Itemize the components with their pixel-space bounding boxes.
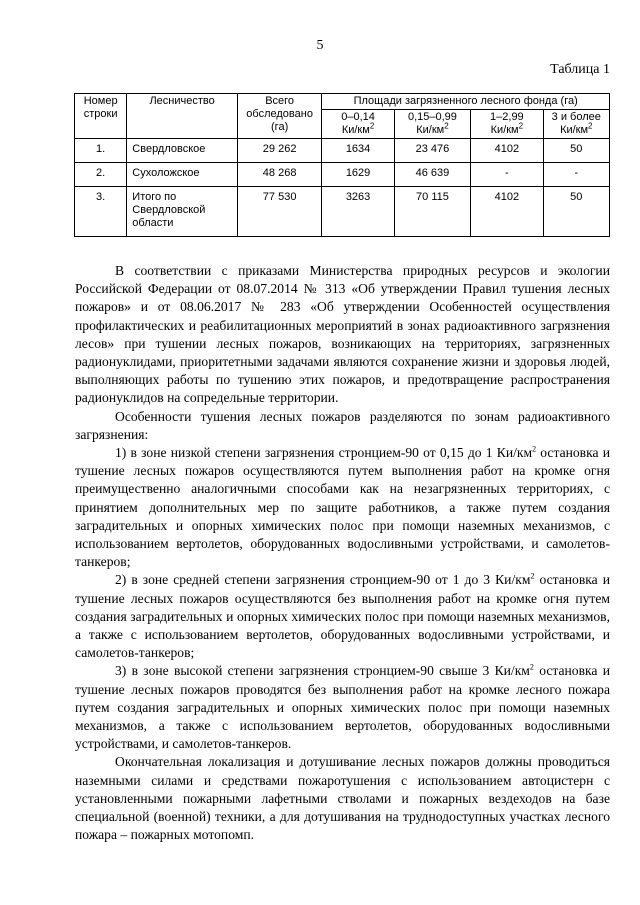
subheader-range-1: 0–0,14 $Ки/км^2$ xyxy=(322,110,394,139)
header-contaminated-areas: Площади загрязненного лесного фонда (га) xyxy=(322,94,610,110)
cell-range-1: 1634 xyxy=(322,139,394,163)
cell-forestry: Свердловское xyxy=(127,139,238,163)
paragraph-intro: В соответствии с приказами Министерства природных ресурсов и экологии Российской Федерации от 08.07.2014 № 313 «Об утверждении Правил тушения лесных пожаров» и от 08.06.2017 № 283 «Об утверждении Особенностей осуществления профилактических и реабилитационных мероприятий в зонах радиоактивного загрязнения лесов» при тушении лесных пожаров, возникающих на территориях, загрязненных радионуклидами, приоритетными задачами являются сохранение жизни и здоровья людей, выполняющих работы по тушению этих пожаров, и предотвращение распространения радионуклидов на сопредельные территории. xyxy=(75,263,610,406)
cell-row-number: 1. xyxy=(75,139,127,163)
cell-range-3: 4102 xyxy=(471,139,543,163)
cell-range-1: 1629 xyxy=(322,163,394,187)
cell-range-4: - xyxy=(543,163,609,187)
cell-range-2: 46 639 xyxy=(394,163,470,187)
table-row xyxy=(75,163,610,187)
cell-total: 29 262 xyxy=(237,139,321,163)
table-caption: Таблица 1 xyxy=(550,62,610,77)
cell-row-number: 2. xyxy=(75,163,127,187)
table-row xyxy=(75,139,610,163)
paragraph-final-localization: Окончательная локализация и дотушивание лесных пожаров должны проводиться наземными силами и средствами пожаротушения с использованием автоцистерн с установленными пожарными лафетными стволами и пожарных вездеходов на базе специальной (военной) техники, а для дотушивания на труднодоступных участках лесного пожара – пожарных мотопомп. xyxy=(75,754,610,843)
cell-forestry: Сухоложское xyxy=(127,163,238,187)
paragraph-zones: Особенности тушения лесных пожаров разделяются по зонам радиоактивного загрязнения: xyxy=(75,408,610,442)
subheader-range-2: 0,15–0,99 $Ки/км^2$ xyxy=(394,110,470,139)
header-forestry: Лесничество xyxy=(127,94,238,139)
cell-range-3: - xyxy=(471,163,543,187)
forest-contamination-table xyxy=(74,93,610,237)
subheader-range-3: 1–2,99 $Ки/км^2$ xyxy=(471,110,543,139)
cell-total: 48 268 xyxy=(237,163,321,187)
cell-range-2: 70 115 xyxy=(394,187,470,237)
cell-range-1: 3263 xyxy=(322,187,394,237)
cell-total: 77 530 xyxy=(237,187,321,237)
paragraph-high-zone: 3) в зоне высокой степени загрязнения стронцием-90 свыше 3 $Ки/км^2$ остановка и тушение лесных пожаров проводятся без выполнения работ на кромке лесного пожара путем создания заградительных и опорных химических полос при помощи наземных механизмов, а также с использованием вертолетов, оборудованных водосливными устройствами, и самолетов-танкеров. xyxy=(75,662,610,752)
table-header-row xyxy=(75,94,610,110)
cell-range-4: 50 xyxy=(543,187,609,237)
header-row-number: Номер строки xyxy=(75,94,127,139)
cell-forestry: Итого по Свердловской области xyxy=(127,187,238,237)
cell-row-number: 3. xyxy=(75,187,127,237)
header-total-surveyed: Всего обследовано (га) xyxy=(237,94,321,139)
cell-range-3: 4102 xyxy=(471,187,543,237)
subheader-range-4: 3 и более $Ки/км^2$ xyxy=(543,110,609,139)
paragraph-low-zone: 1) в зоне низкой степени загрязнения стронцием-90 от 0,15 до 1 $Ки/км^2$ остановка и тушение лесных пожаров осуществляются путем выполнения работ на кромке огня преимущественно аналогичными способами как на незагрязненных территориях, с принятием дополнительных мер по защите работников, а также путем создания заградительных и опорных химических полос при помощи наземных механизмов, с использованием вертолетов, оборудованных водосливными устройствами, и самолетов-танкеров; xyxy=(75,444,610,570)
cell-range-4: 50 xyxy=(543,139,609,163)
cell-range-2: 23 476 xyxy=(394,139,470,163)
page-number: 5 xyxy=(316,38,324,53)
body-text xyxy=(75,262,610,845)
table-row xyxy=(75,187,610,237)
paragraph-medium-zone: 2) в зоне средней степени загрязнения стронцием-90 от 1 до 3 $Ки/км^2$ остановка и тушение лесных пожаров осуществляются без выполнения работ на кромке огня путем создания заградительных и опорных химических полос при помощи наземных механизмов, а также с использованием вертолетов, оборудованных водосливными устройствами, и самолетов-танкеров; xyxy=(75,571,610,661)
